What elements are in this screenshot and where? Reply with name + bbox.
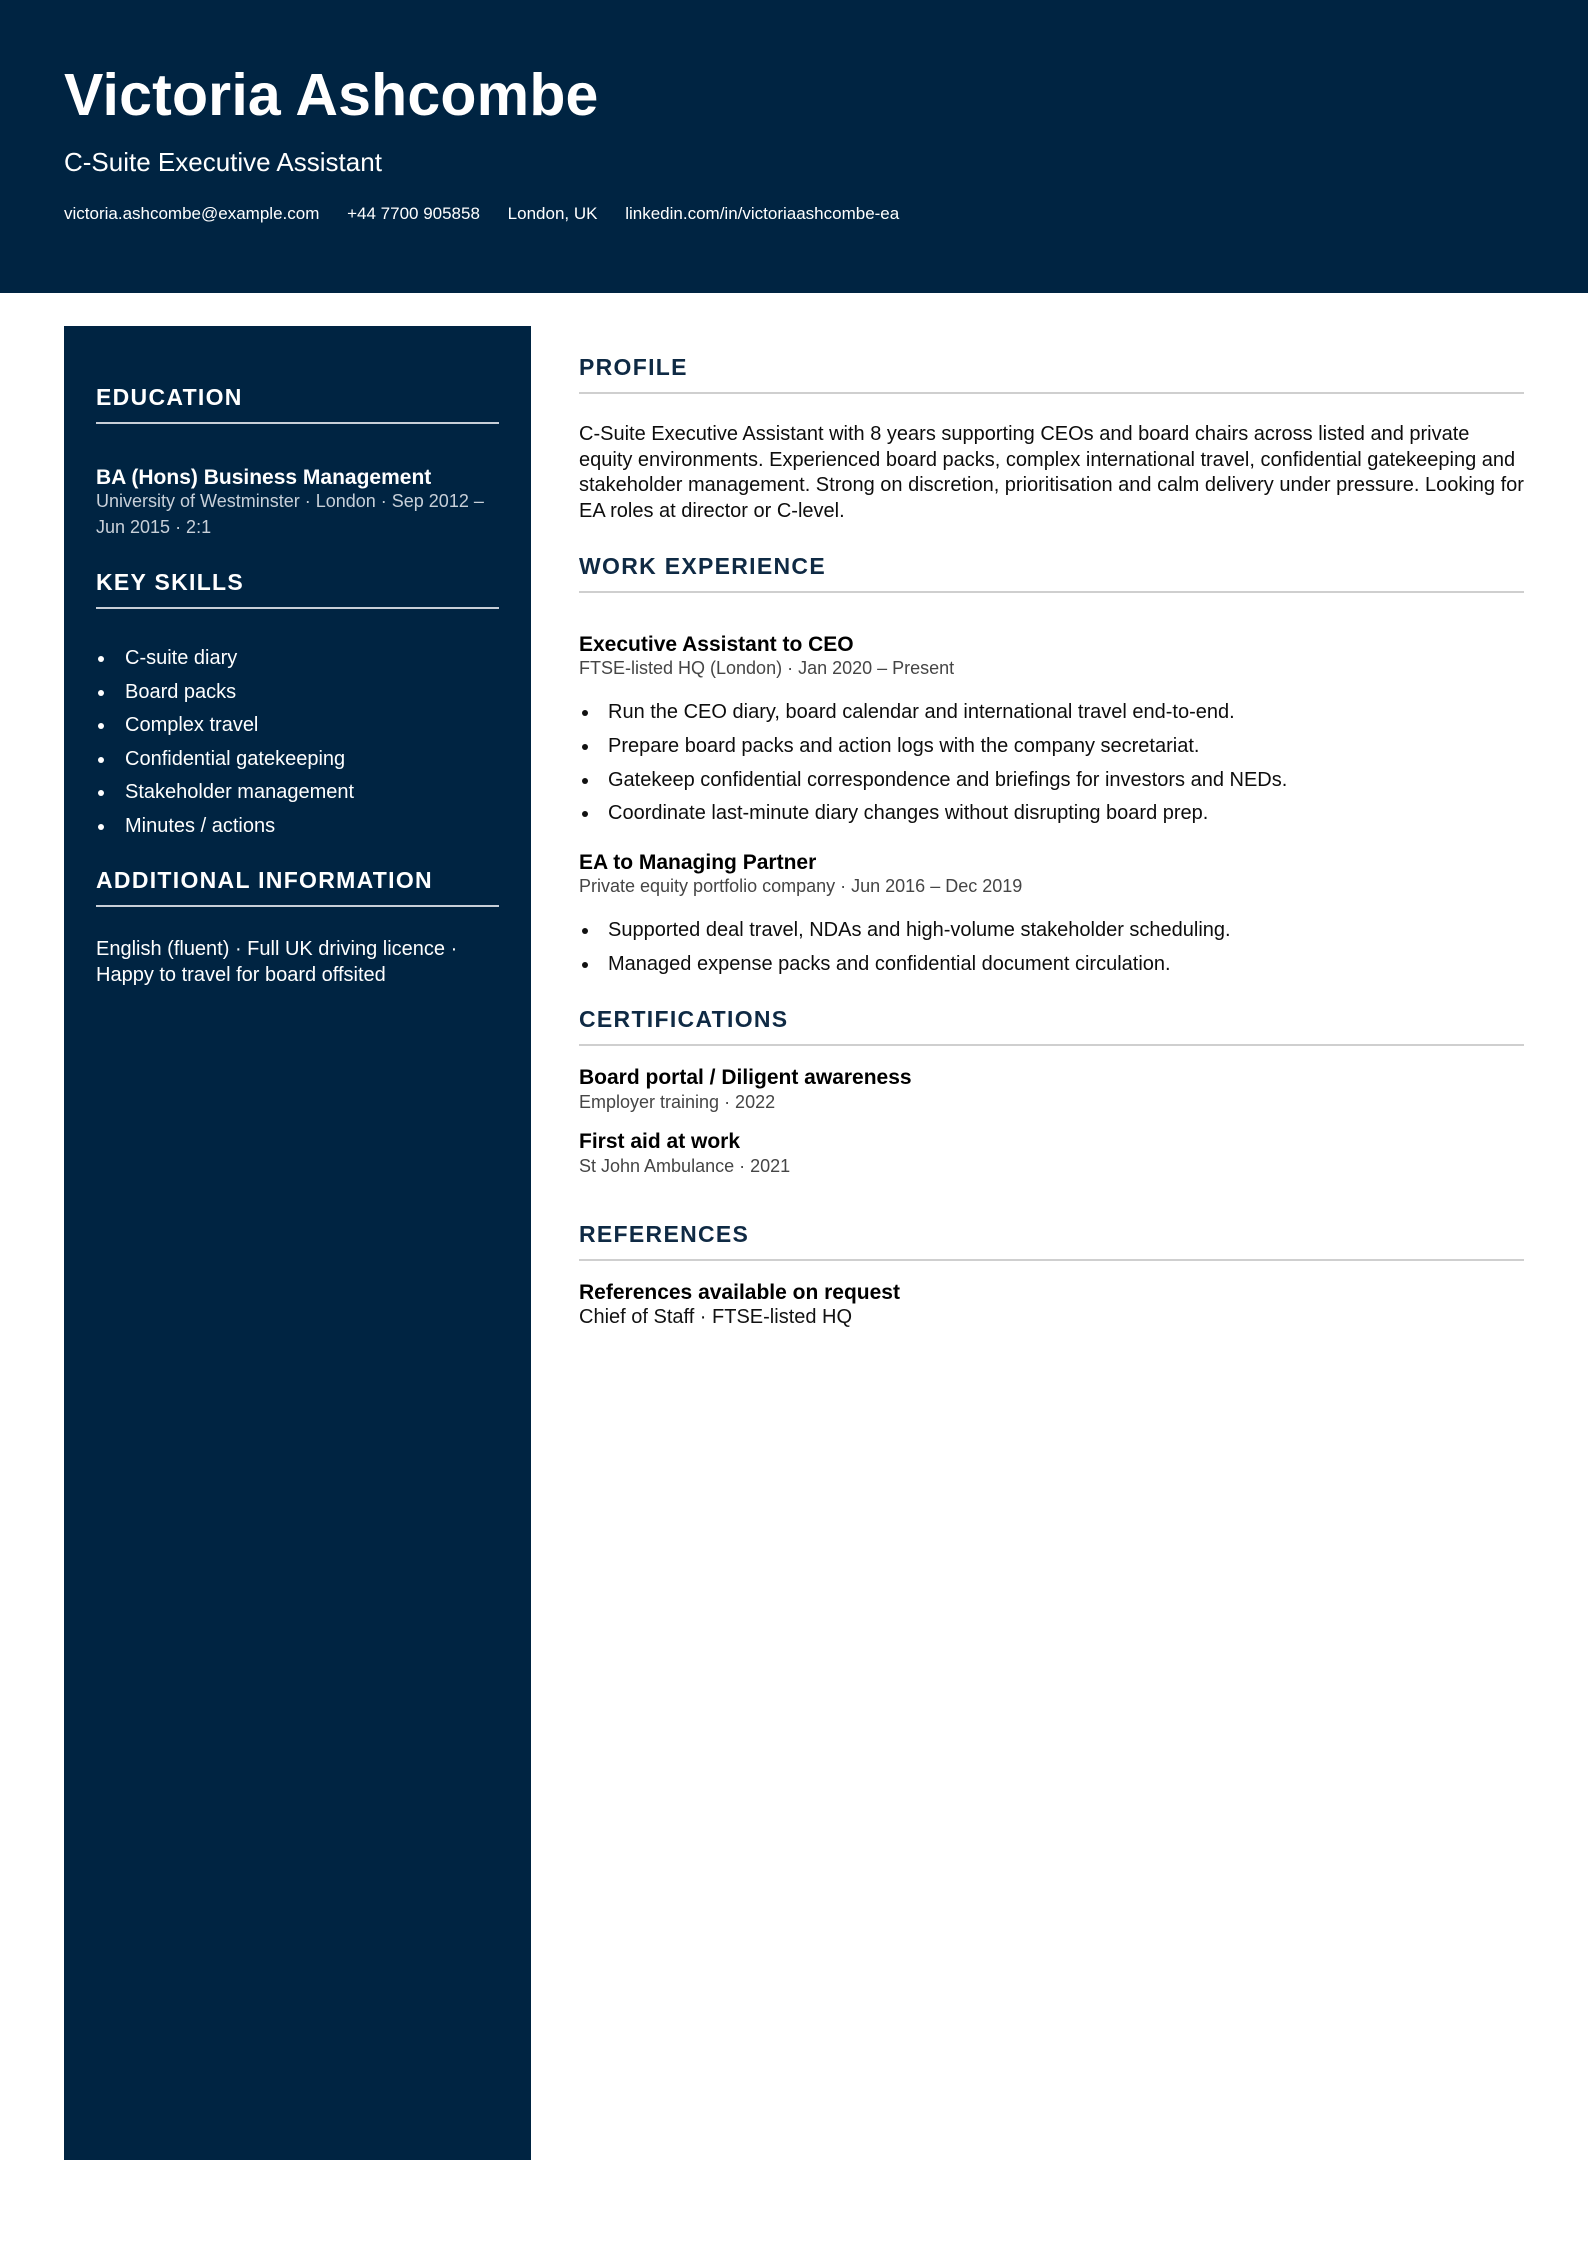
additional-text: English (fluent) · Full UK driving licence · Happy to travel for board offsited bbox=[96, 938, 458, 986]
list-item: Minutes / actions bbox=[96, 810, 354, 844]
cert-name: First aid at work bbox=[579, 1130, 741, 1153]
skills-list bbox=[96, 642, 354, 844]
education-degree: BA (Hons) Business Management bbox=[96, 466, 432, 489]
sidebar bbox=[64, 326, 531, 2160]
list-item: Stakeholder management bbox=[96, 776, 354, 810]
skills-heading: KEY SKILLS bbox=[96, 567, 499, 609]
list-item: Managed expense packs and confidential document circulation. bbox=[579, 948, 1231, 982]
cert-meta: St John Ambulance · 2021 bbox=[579, 1156, 791, 1176]
candidate-title: C-Suite Executive Assistant bbox=[64, 147, 382, 177]
list-item: Supported deal travel, NDAs and high-volume stakeholder scheduling. bbox=[579, 914, 1231, 948]
education-details: University of Westminster · London · Sep 2012 – Jun 2015 · 2:1 bbox=[96, 491, 484, 537]
contact-email[interactable]: victoria.ashcombe@example.com bbox=[64, 204, 320, 223]
certifications-heading: CERTIFICATIONS bbox=[579, 1004, 1524, 1046]
cert-meta: Employer training · 2022 bbox=[579, 1092, 776, 1112]
job-meta: Private equity portfolio company · Jun 2016 – Dec 2019 bbox=[579, 876, 1023, 896]
candidate-name: Victoria Ashcombe bbox=[64, 62, 599, 128]
list-item: Confidential gatekeeping bbox=[96, 743, 354, 777]
additional-heading: ADDITIONAL INFORMATION bbox=[96, 865, 499, 907]
contact-location: London, UK bbox=[507, 204, 598, 223]
list-item: Prepare board packs and action logs with the company secretariat. bbox=[579, 730, 1287, 764]
profile-heading: PROFILE bbox=[579, 352, 1524, 394]
job-meta: FTSE-listed HQ (London) · Jan 2020 – Present bbox=[579, 658, 955, 678]
list-item: Complex travel bbox=[96, 709, 354, 743]
job-title: Executive Assistant to CEO bbox=[579, 633, 854, 656]
experience-heading: WORK EXPERIENCE bbox=[579, 551, 1524, 593]
resume-header bbox=[0, 0, 1588, 293]
list-item: C-suite diary bbox=[96, 642, 354, 676]
list-item: Run the CEO diary, board calendar and international travel end-to-end. bbox=[579, 696, 1287, 730]
list-item: Coordinate last-minute diary changes without disrupting board prep. bbox=[579, 797, 1287, 831]
job-bullets bbox=[579, 914, 1231, 982]
cert-name: Board portal / Diligent awareness bbox=[579, 1066, 912, 1089]
education-heading: EDUCATION bbox=[96, 382, 499, 424]
list-item: Gatekeep confidential correspondence and briefings for investors and NEDs. bbox=[579, 764, 1287, 798]
references-heading: REFERENCES bbox=[579, 1219, 1524, 1261]
references-title: References available on request bbox=[579, 1281, 900, 1304]
list-item: Board packs bbox=[96, 676, 354, 710]
contact-line bbox=[64, 203, 922, 225]
references-meta: Chief of Staff · FTSE-listed HQ bbox=[579, 1306, 853, 1328]
contact-phone[interactable]: +44 7700 905858 bbox=[347, 204, 480, 223]
job-title: EA to Managing Partner bbox=[579, 851, 817, 874]
job-bullets bbox=[579, 696, 1287, 831]
profile-summary: C-Suite Executive Assistant with 8 years supporting CEOs and board chairs across listed and private equity environments. Experienced board packs, complex international travel, confidential gatekeeping and stakeholder management. Strong on discretion, prioritisation and calm delivery under pressure. Looking for EA roles at director or C-level. bbox=[579, 423, 1524, 522]
contact-linkedin[interactable]: linkedin.com/in/victoriaashcombe-ea bbox=[625, 204, 900, 223]
